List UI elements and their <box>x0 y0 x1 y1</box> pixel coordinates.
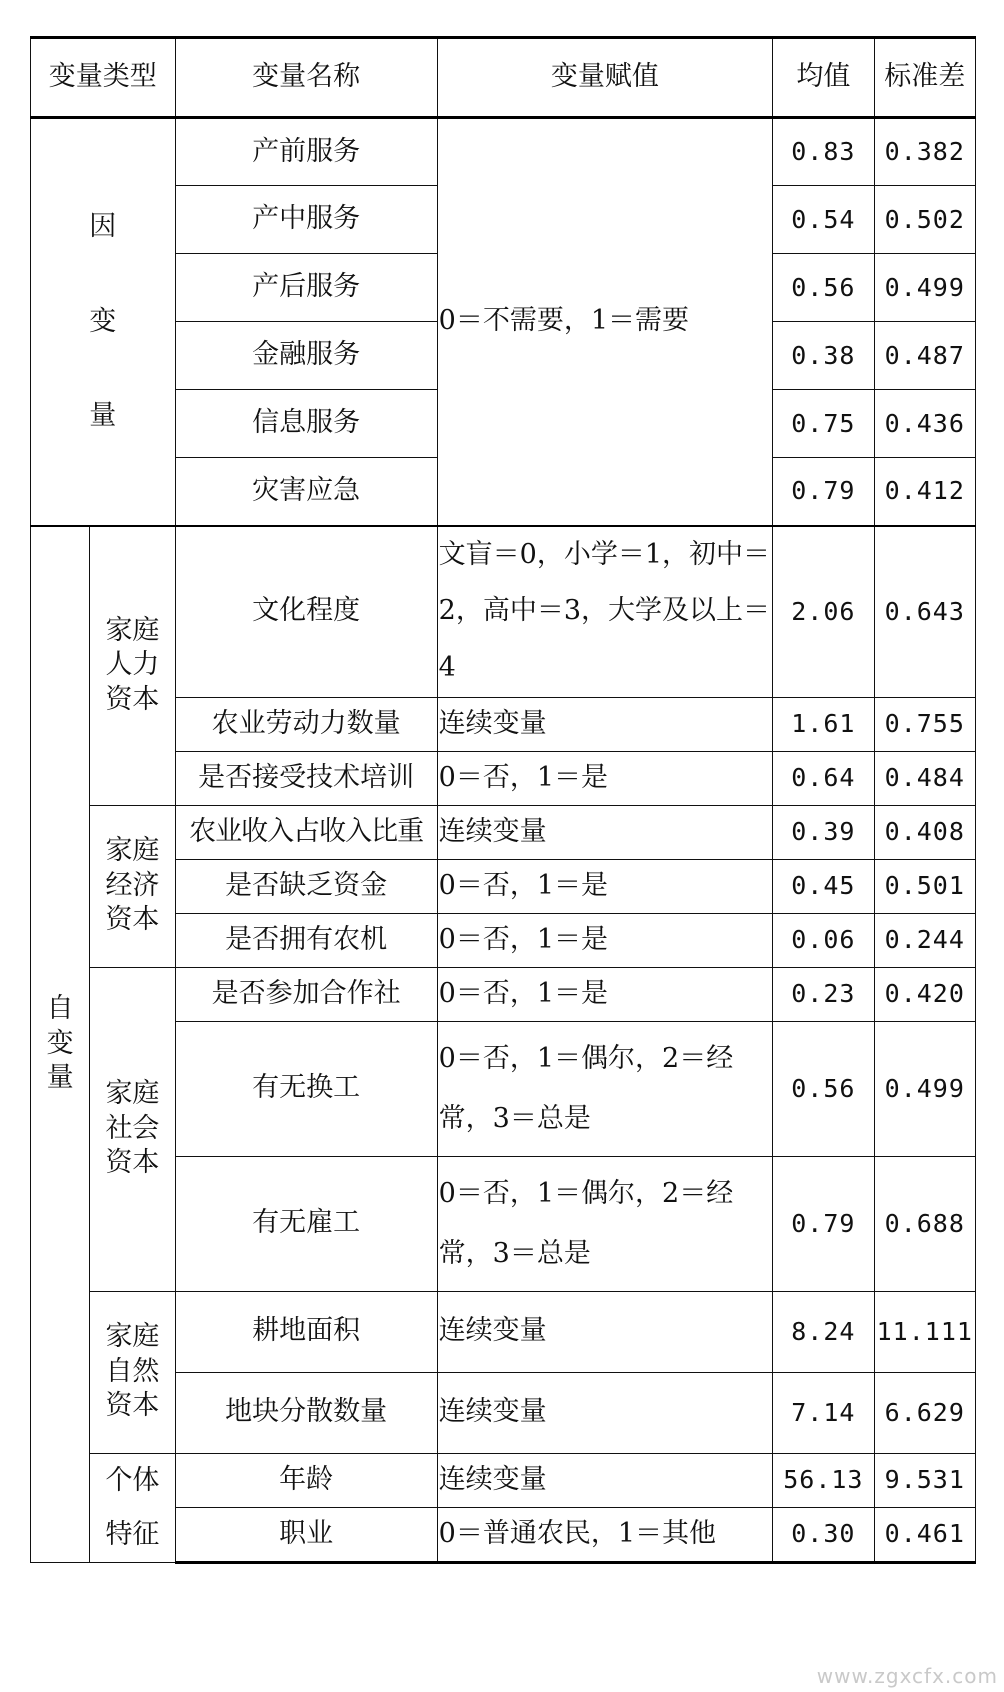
variable-table <box>30 36 976 1564</box>
mean-value: 0.38 <box>773 322 874 390</box>
mean-value: 1.61 <box>773 697 874 751</box>
header-variable-type: 变量类型 <box>31 38 176 118</box>
sd-value: 0.484 <box>874 751 975 805</box>
variable-name: 产中服务 <box>175 186 437 254</box>
sd-value: 0.643 <box>874 526 975 698</box>
sd-value: 0.420 <box>874 967 975 1021</box>
sd-value: 0.501 <box>874 859 975 913</box>
group-label: 家庭 自然 资本 <box>90 1291 175 1453</box>
variable-assignment: 0＝否，1＝是 <box>437 967 772 1021</box>
variable-name: 年龄 <box>175 1453 437 1508</box>
sd-value: 0.499 <box>874 1021 975 1156</box>
variable-assignment: 0＝否，1＝偶尔，2＝经常，3＝总是 <box>437 1021 772 1156</box>
sd-value: 6.629 <box>874 1372 975 1453</box>
mean-value: 0.30 <box>773 1508 874 1563</box>
mean-value: 0.45 <box>773 859 874 913</box>
sd-value: 0.688 <box>874 1156 975 1291</box>
variable-name: 农业劳动力数量 <box>175 697 437 751</box>
variable-assignment: 文盲＝0，小学＝1，初中＝2，高中＝3，大学及以上＝4 <box>437 526 772 698</box>
mean-value: 0.79 <box>773 1156 874 1291</box>
group-label: 家庭 社会 资本 <box>90 967 175 1291</box>
variable-name: 职业 <box>175 1508 437 1563</box>
variable-assignment: 0＝否，1＝是 <box>437 859 772 913</box>
variable-name: 地块分散数量 <box>175 1372 437 1453</box>
variable-name: 是否拥有农机 <box>175 913 437 967</box>
header-mean: 均值 <box>773 38 874 118</box>
mean-value: 0.64 <box>773 751 874 805</box>
mean-value: 0.56 <box>773 254 874 322</box>
mean-value: 56.13 <box>773 1453 874 1508</box>
variable-assignment: 连续变量 <box>437 805 772 859</box>
sd-value: 0.244 <box>874 913 975 967</box>
sd-value: 0.408 <box>874 805 975 859</box>
group-label: 家庭 经济 资本 <box>90 805 175 967</box>
variable-assignment: 0＝普通农民，1＝其他 <box>437 1508 772 1563</box>
table-row <box>31 526 976 698</box>
group-label: 家庭 人力 资本 <box>90 526 175 806</box>
sd-value: 0.755 <box>874 697 975 751</box>
mean-value: 8.24 <box>773 1291 874 1372</box>
category-dependent: 因 变 量 <box>31 118 176 526</box>
sd-value: 0.499 <box>874 254 975 322</box>
table-row <box>31 967 976 1021</box>
header-sd: 标准差 <box>874 38 975 118</box>
mean-value: 0.54 <box>773 186 874 254</box>
variable-name: 农业收入占收入比重 <box>175 805 437 859</box>
sd-value: 9.531 <box>874 1453 975 1508</box>
category-independent: 自 变 量 <box>31 526 90 1563</box>
variable-name: 产前服务 <box>175 118 437 186</box>
mean-value: 0.39 <box>773 805 874 859</box>
variable-name: 灾害应急 <box>175 458 437 526</box>
sd-value: 0.412 <box>874 458 975 526</box>
variable-name: 是否接受技术培训 <box>175 751 437 805</box>
watermark: www.zgxcfx.com <box>816 1664 998 1688</box>
header-row <box>31 38 976 118</box>
table-row <box>31 118 976 186</box>
sd-value: 0.487 <box>874 322 975 390</box>
table-row <box>31 1291 976 1372</box>
variable-name: 文化程度 <box>175 526 437 698</box>
dependent-assignment: 0＝不需要，1＝需要 <box>437 118 772 526</box>
sd-value: 11.111 <box>874 1291 975 1372</box>
variable-name: 有无雇工 <box>175 1156 437 1291</box>
mean-value: 0.79 <box>773 458 874 526</box>
variable-name: 产后服务 <box>175 254 437 322</box>
variable-assignment: 连续变量 <box>437 1291 772 1372</box>
mean-value: 2.06 <box>773 526 874 698</box>
sd-value: 0.382 <box>874 118 975 186</box>
mean-value: 0.75 <box>773 390 874 458</box>
variable-assignment: 0＝否，1＝偶尔，2＝经常，3＝总是 <box>437 1156 772 1291</box>
variable-name: 有无换工 <box>175 1021 437 1156</box>
variable-assignment: 0＝否，1＝是 <box>437 913 772 967</box>
header-variable-assignment: 变量赋值 <box>437 38 772 118</box>
variable-assignment: 连续变量 <box>437 1372 772 1453</box>
group-label: 个体 特征 <box>90 1453 175 1562</box>
variable-name: 耕地面积 <box>175 1291 437 1372</box>
variable-name: 金融服务 <box>175 322 437 390</box>
mean-value: 0.83 <box>773 118 874 186</box>
variable-name: 是否参加合作社 <box>175 967 437 1021</box>
header-variable-name: 变量名称 <box>175 38 437 118</box>
mean-value: 0.23 <box>773 967 874 1021</box>
mean-value: 0.56 <box>773 1021 874 1156</box>
table-row <box>31 805 976 859</box>
variable-assignment: 0＝否，1＝是 <box>437 751 772 805</box>
variable-name: 信息服务 <box>175 390 437 458</box>
variable-assignment: 连续变量 <box>437 1453 772 1508</box>
sd-value: 0.502 <box>874 186 975 254</box>
sd-value: 0.436 <box>874 390 975 458</box>
sd-value: 0.461 <box>874 1508 975 1563</box>
mean-value: 7.14 <box>773 1372 874 1453</box>
mean-value: 0.06 <box>773 913 874 967</box>
variable-assignment: 连续变量 <box>437 697 772 751</box>
table-row <box>31 1453 976 1508</box>
variable-name: 是否缺乏资金 <box>175 859 437 913</box>
